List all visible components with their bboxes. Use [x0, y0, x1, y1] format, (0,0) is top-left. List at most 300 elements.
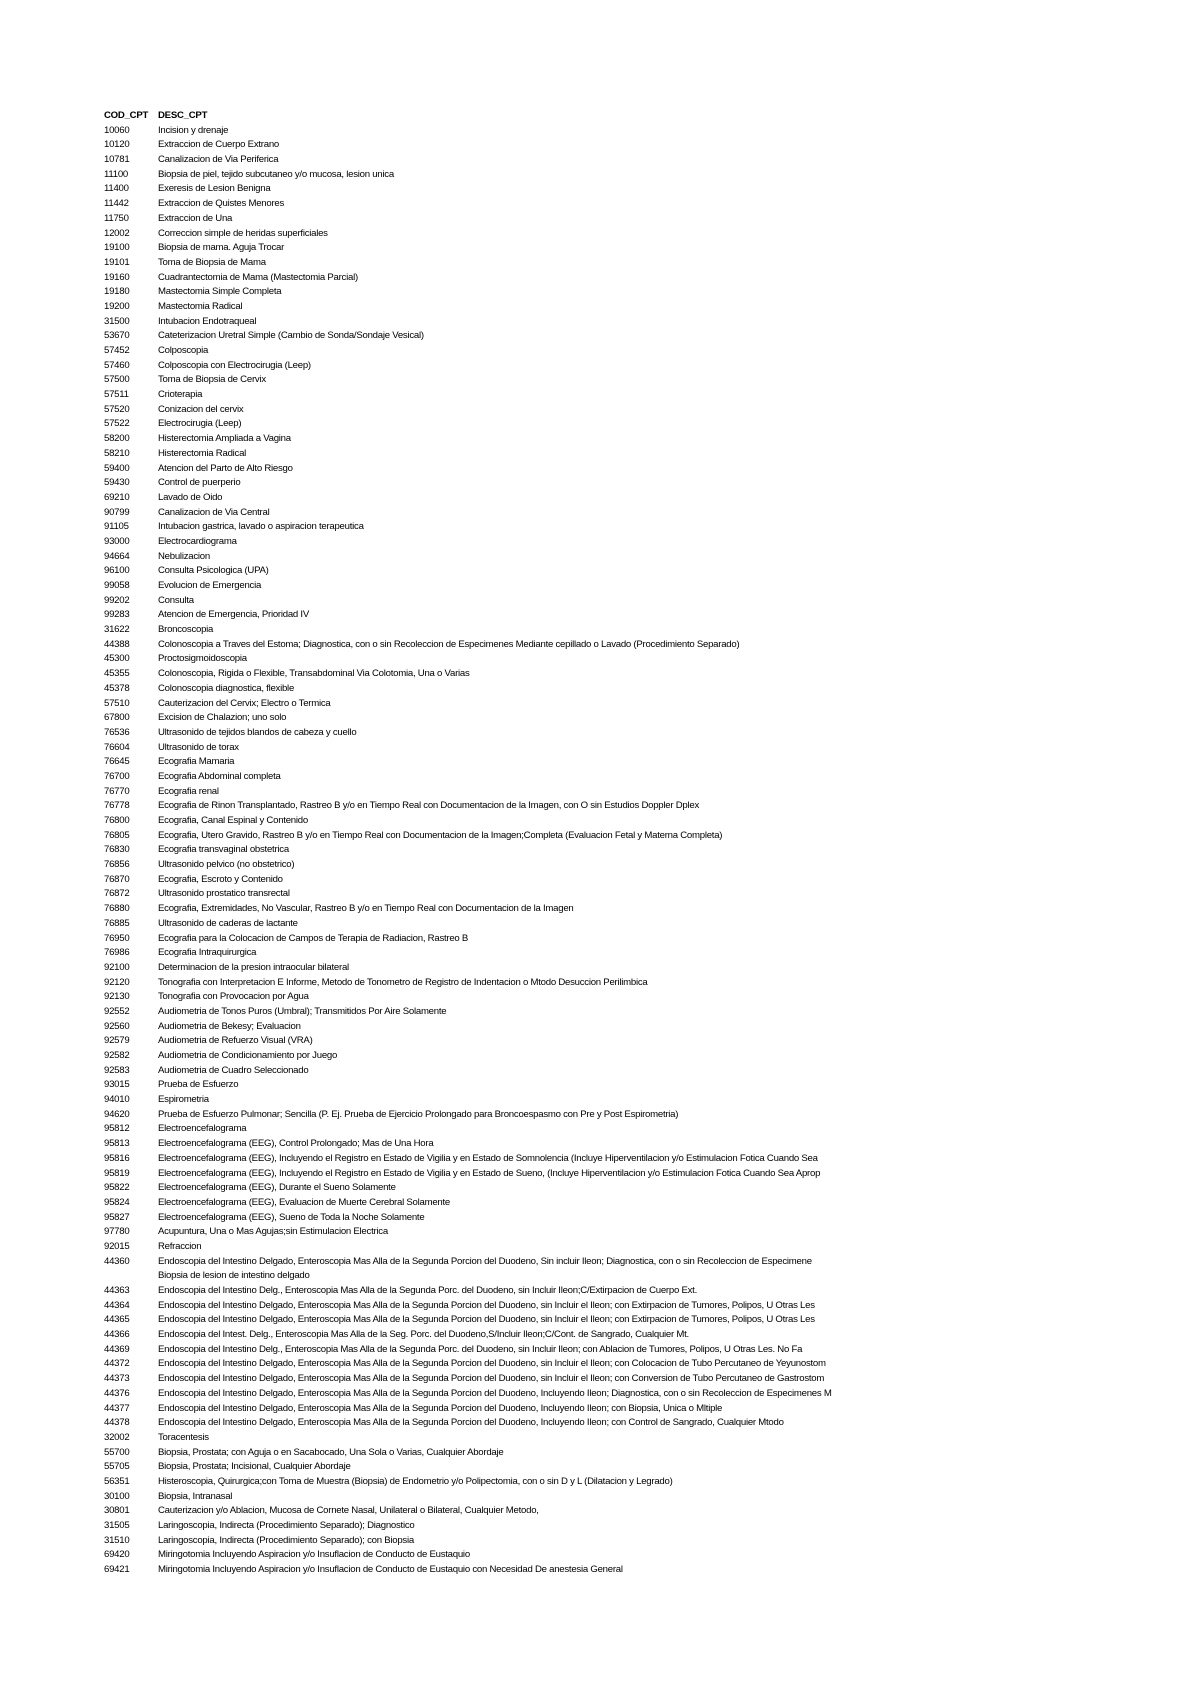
cpt-description: Biopsia, Intranasal [158, 1490, 233, 1502]
cpt-code: 76778 [104, 800, 130, 812]
table-row [104, 1167, 1164, 1182]
cpt-description: Exeresis de Lesion Benigna [158, 183, 271, 195]
cpt-code: 44373 [104, 1373, 130, 1385]
cpt-code: 57500 [104, 374, 130, 386]
cpt-code: 76880 [104, 903, 130, 915]
table-row [104, 535, 1164, 550]
cpt-code: 10781 [104, 154, 130, 166]
cpt-description: Colonoscopia, Rigida o Flexible, Transabdominal Via Colotomia, Una o Varias [158, 668, 470, 680]
cpt-description: Intubacion gastrica, lavado o aspiracion terapeutica [158, 521, 364, 533]
table-row [104, 1372, 1164, 1387]
cpt-code: 44376 [104, 1387, 130, 1399]
cpt-code: 57452 [104, 345, 130, 356]
cpt-description: Endoscopia del Intestino Delgado, Enteroscopia Mas Alla de la Segunda Porcion del Duodeno, sin Incluir el Ileon; con Extirpacion de Tumores, Polipos, U Otras Les [158, 1314, 815, 1326]
cpt-code: 95827 [104, 1211, 130, 1223]
cpt-description: Cauterizacion del Cervix; Electro o Termica [158, 697, 331, 709]
table-row [104, 1343, 1164, 1358]
cpt-code: 31500 [104, 315, 130, 327]
table-row [104, 594, 1164, 609]
cpt-description: Extraccion de Quistes Menores [158, 198, 285, 210]
cpt-description: Endoscopia del Intestino Delgado, Enteroscopia Mas Alla de la Segunda Porcion del Duodeno, sin Incluir el Ileon; con Colocacion de Tubo Percutaneo de Yeyunostom [158, 1358, 826, 1370]
cpt-code: 92560 [104, 1020, 130, 1032]
cpt-description: Canalizacion de Via Periferica [158, 154, 279, 166]
cpt-description: Endoscopia del Intestino Delgado, Enteroscopia Mas Alla de la Segunda Porcion del Duodeno, Sin incluir Ileon; Diagnostica, con o sin Recoleccion de Especimene [158, 1255, 812, 1267]
table-row [104, 667, 1164, 682]
table-row [104, 344, 1164, 359]
cpt-description: Electrocardiograma [158, 535, 237, 547]
cpt-code: 94620 [104, 1108, 130, 1120]
cpt-description: Mastectomia Simple Completa [158, 286, 282, 298]
cpt-description: Crioterapia [158, 389, 203, 401]
cpt-description: Tonografia con Interpretacion E Informe, Metodo de Tonometro de Registro de Indentacion o Mtodo Desuccion Perilimbica [158, 976, 648, 988]
cpt-description: Nebulizacion [158, 550, 210, 562]
cpt-code: 76986 [104, 947, 130, 959]
cpt-description: Miringotomia Incluyendo Aspiracion y/o Insuflacion de Conducto de Eustaquio con Necesidad De anestesia General [158, 1564, 623, 1576]
column-header-description: DESC_CPT [158, 110, 208, 121]
table-row [104, 271, 1164, 286]
cpt-description: Canalizacion de Via Central [158, 506, 270, 518]
cpt-description: Conizacion del cervix [158, 403, 244, 415]
table-row [104, 1049, 1164, 1064]
table-row [104, 359, 1164, 374]
table-row [104, 976, 1164, 991]
cpt-description: Electroencefalograma (EEG), Incluyendo el Registro en Estado de Vigilia y en Estado de Sueno, (Incluye Hiperventilacion y/o Estimulacion Fotica Cuando Sea Aprop [158, 1167, 821, 1179]
table-row [104, 946, 1164, 961]
table-row [104, 711, 1164, 726]
table-row [104, 373, 1164, 388]
table-row [104, 506, 1164, 521]
cpt-code: 45378 [104, 682, 130, 694]
cpt-code: 10060 [104, 124, 130, 136]
table-row [104, 1490, 1164, 1505]
cpt-description: Colposcopia [158, 345, 209, 356]
cpt-code: 99058 [104, 580, 130, 591]
cpt-code: 96100 [104, 565, 130, 577]
cpt-description: Intubacion Endotraqueal [158, 315, 257, 327]
table-row [104, 1519, 1164, 1534]
table-row [104, 990, 1164, 1005]
cpt-description: Audiometria de Tonos Puros (Umbral); Transmitidos Por Aire Solamente [158, 1005, 447, 1017]
table-row [104, 1122, 1164, 1137]
cpt-description: Cauterizacion y/o Ablacion, Mucosa de Cornete Nasal, Unilateral o Bilateral, Cualquier Metodo, [158, 1505, 539, 1517]
table-row [104, 417, 1164, 432]
cpt-code: 76830 [104, 844, 130, 856]
table-row [104, 697, 1164, 712]
table-row [104, 1225, 1164, 1240]
table-row [104, 241, 1164, 256]
cpt-description: Endoscopia del Intestino Delgado, Enteroscopia Mas Alla de la Segunda Porcion del Duodeno, Incluyendo Ileon; Diagnostica, con o sin Recoleccion de Especimenes M [158, 1387, 832, 1399]
table-row [104, 1387, 1164, 1402]
table-row [104, 329, 1164, 344]
table-row [104, 153, 1164, 168]
cpt-description: Atencion del Parto de Alto Riesgo [158, 462, 293, 474]
cpt-code: 92582 [104, 1050, 130, 1061]
cpt-code: 94664 [104, 550, 130, 562]
cpt-code: 57511 [104, 389, 129, 401]
table-row [104, 843, 1164, 858]
cpt-code: 58210 [104, 447, 130, 459]
column-header-code: COD_CPT [104, 110, 149, 121]
cpt-description: Audiometria de Cuadro Seleccionado [158, 1064, 309, 1076]
cpt-description: Tonografia con Provocacion por Agua [158, 991, 309, 1003]
cpt-description: Excision de Chalazion; uno solo [158, 712, 287, 724]
table-row [104, 476, 1164, 491]
table-row [104, 1269, 1164, 1284]
table-row [104, 1416, 1164, 1431]
table-row [104, 887, 1164, 902]
cpt-description: Endoscopia del Intest. Delg., Enteroscopia Mas Alla de la Seg. Porc. del Duodeno,S/Incluir Ileon;C/Cont. de Sangrado, Cualquier Mt. [158, 1329, 689, 1341]
table-row [104, 608, 1164, 623]
cpt-description: Electroencefalograma (EEG), Sueno de Toda la Noche Solamente [158, 1211, 425, 1223]
cpt-code: 92583 [104, 1064, 130, 1076]
cpt-code: 44360 [104, 1255, 130, 1267]
cpt-code: 11750 [104, 212, 129, 224]
table-row [104, 520, 1164, 535]
cpt-code: 76885 [104, 917, 130, 929]
cpt-description: Extraccion de Cuerpo Extrano [158, 139, 279, 151]
cpt-code: 19100 [104, 242, 130, 254]
cpt-code: 44388 [104, 638, 130, 650]
cpt-code: 57460 [104, 359, 130, 371]
cpt-code: 76870 [104, 873, 130, 885]
cpt-code: 95819 [104, 1167, 130, 1179]
cpt-code: 19101 [104, 256, 130, 268]
cpt-code: 90799 [104, 506, 130, 518]
table-row [104, 652, 1164, 667]
cpt-description: Biopsia de lesion de intestino delgado [158, 1270, 310, 1282]
table-row [104, 182, 1164, 197]
cpt-code: 11442 [104, 198, 129, 210]
cpt-code: 92100 [104, 961, 130, 973]
table-row [104, 1240, 1164, 1255]
table-row [104, 1313, 1164, 1328]
cpt-code: 91105 [104, 521, 129, 533]
cpt-description: Miringotomia Incluyendo Aspiracion y/o Insuflacion de Conducto de Eustaquio [158, 1549, 470, 1561]
cpt-description: Ecografia transvaginal obstetrica [158, 844, 289, 856]
cpt-code: 76645 [104, 756, 130, 768]
cpt-code: 92552 [104, 1005, 130, 1017]
table-row [104, 462, 1164, 477]
cpt-code: 92579 [104, 1035, 130, 1047]
cpt-description: Incision y drenaje [158, 124, 229, 136]
table-row [104, 212, 1164, 227]
table-row [104, 1020, 1164, 1035]
table-row [104, 256, 1164, 271]
cpt-description: Endoscopia del Intestino Delgado, Enteroscopia Mas Alla de la Segunda Porcion del Duodeno, Incluyendo Ileon; con Biopsia, Unica o Mltiple [158, 1402, 723, 1414]
table-row [104, 755, 1164, 770]
table-row [104, 638, 1164, 653]
cpt-description: Histeroscopia, Quirurgica;con Toma de Muestra (Biopsia) de Endometrio y/o Polipectomia, con o sin D y L (Dilatacion y Legrado) [158, 1475, 673, 1487]
cpt-description: Proctosigmoidoscopia [158, 653, 247, 665]
cpt-description: Electroencefalograma [158, 1123, 247, 1135]
column-header-row [104, 109, 1164, 124]
cpt-description: Ecografia para la Colocacion de Campos de Terapia de Radiacion, Rastreo B [158, 932, 469, 944]
cpt-code: 11100 [104, 168, 129, 180]
table-row [104, 741, 1164, 756]
cpt-description: Consulta Psicologica (UPA) [158, 565, 269, 577]
cpt-description: Acupuntura, Una o Mas Agujas;sin Estimulacion Electrica [158, 1226, 388, 1238]
cpt-description: Ecografia renal [158, 785, 219, 797]
table-row [104, 1196, 1164, 1211]
cpt-code: 95824 [104, 1196, 130, 1208]
table-row [104, 1005, 1164, 1020]
cpt-description: Ecografia, Canal Espinal y Contenido [158, 815, 308, 826]
cpt-description: Audiometria de Refuerzo Visual (VRA) [158, 1035, 313, 1047]
cpt-description: Endoscopia del Intestino Delgado, Enteroscopia Mas Alla de la Segunda Porcion del Duodeno, sin Incluir el Ileon; con Conversion de Tubo Percutaneo de Gastrostom [158, 1373, 825, 1385]
cpt-description: Espirometria [158, 1094, 209, 1106]
table-row [104, 579, 1164, 594]
table-row [104, 1563, 1164, 1578]
cpt-code: 76800 [104, 815, 130, 826]
cpt-code: 76872 [104, 888, 130, 900]
cpt-description: Ecografia Abdominal completa [158, 770, 281, 782]
table-row [104, 388, 1164, 403]
table-row [104, 770, 1164, 785]
cpt-code: 19200 [104, 300, 130, 312]
cpt-code: 30100 [104, 1490, 130, 1502]
cpt-description: Ultrasonido de torax [158, 741, 239, 753]
table-row [104, 1475, 1164, 1490]
cpt-description: Broncoscopia [158, 624, 214, 636]
table-row [104, 564, 1164, 579]
cpt-code: 19160 [104, 271, 130, 283]
table-row [104, 799, 1164, 814]
cpt-code: 44377 [104, 1402, 130, 1414]
cpt-description: Ecografia, Escroto y Contenido [158, 873, 283, 885]
table-row [104, 1504, 1164, 1519]
cpt-description: Toma de Biopsia de Cervix [158, 374, 266, 386]
cpt-code: 95816 [104, 1152, 130, 1164]
cpt-code: 19180 [104, 286, 130, 298]
cpt-code: 99283 [104, 609, 130, 621]
cpt-code: 44369 [104, 1343, 130, 1355]
cpt-code: 69421 [104, 1564, 130, 1576]
table-row [104, 1548, 1164, 1563]
table-row [104, 1211, 1164, 1226]
cpt-code: 45300 [104, 653, 130, 665]
cpt-code: 57510 [104, 697, 130, 709]
cpt-description: Colonoscopia a Traves del Estoma; Diagnostica, con o sin Recoleccion de Especimenes Mediante cepillado o Lavado (Procedimiento Separado) [158, 638, 740, 650]
cpt-description: Histerectomia Radical [158, 447, 247, 459]
cpt-description: Determinacion de la presion intraocular bilateral [158, 961, 349, 973]
table-row [104, 814, 1164, 829]
cpt-code: 31505 [104, 1520, 130, 1531]
cpt-description: Histerectomia Ampliada a Vagina [158, 433, 291, 445]
table-row [104, 829, 1164, 844]
cpt-description: Laringoscopia, Indirecta (Procedimiento Separado); Diagnostico [158, 1520, 415, 1531]
cpt-code: 93015 [104, 1079, 130, 1091]
cpt-code: 59430 [104, 477, 130, 489]
table-row [104, 197, 1164, 212]
table-row [104, 873, 1164, 888]
table-row [104, 1299, 1164, 1314]
cpt-code: 76700 [104, 770, 130, 782]
cpt-code: 31510 [104, 1534, 130, 1546]
table-row [104, 491, 1164, 506]
cpt-description: Endoscopia del Intestino Delgado, Enteroscopia Mas Alla de la Segunda Porcion del Duodeno, sin Incluir el Ileon; con Extirpacion de Tumores, Polipos, U Otras Les [158, 1299, 815, 1311]
cpt-code: 69420 [104, 1549, 130, 1561]
cpt-code: 56351 [104, 1475, 130, 1487]
cpt-description: Colposcopia con Electrocirugia (Leep) [158, 359, 311, 371]
table-row [104, 447, 1164, 462]
cpt-description: Laringoscopia, Indirecta (Procedimiento Separado); con Biopsia [158, 1534, 414, 1546]
cpt-code: 55700 [104, 1446, 130, 1458]
cpt-description: Endoscopia del Intestino Delg., Enteroscopia Mas Alla de la Segunda Porc. del Duodeno, sin Incluir Ileon;C/Extirpacion de Cuerpo Ext. [158, 1285, 697, 1296]
cpt-description: Ultrasonido prostatico transrectal [158, 888, 290, 900]
cpt-description: Endoscopia del Intestino Delgado, Enteroscopia Mas Alla de la Segunda Porcion del Duodeno, Incluyendo Ileon; con Control de Sangrado, Cualquier Mtodo [158, 1417, 784, 1429]
cpt-code: 44366 [104, 1329, 130, 1341]
cpt-description: Biopsia de mama. Aguja Trocar [158, 242, 285, 254]
cpt-code: 59400 [104, 462, 130, 474]
cpt-code: 76604 [104, 741, 130, 753]
cpt-code: 95813 [104, 1138, 130, 1150]
table-row [104, 138, 1164, 153]
cpt-description: Ecografia de Rinon Transplantado, Rastreo B y/o en Tiempo Real con Documentacion de la Imagen, con O sin Estudios Doppler Dplex [158, 800, 699, 812]
table-row [104, 227, 1164, 242]
cpt-description: Ecografia Mamaria [158, 756, 235, 768]
cpt-description: Biopsia, Prostata; con Aguja o en Sacabocado, Una Sola o Varias, Cualquier Abordaje [158, 1446, 504, 1458]
cpt-code: 94010 [104, 1094, 130, 1106]
cpt-description: Mastectomia Radical [158, 300, 243, 312]
cpt-description: Biopsia de piel, tejido subcutaneo y/o mucosa, lesion unica [158, 168, 394, 180]
cpt-description: Audiometria de Condicionamiento por Juego [158, 1050, 338, 1061]
cpt-code: 76950 [104, 932, 130, 944]
cpt-code: 44365 [104, 1314, 130, 1326]
cpt-description: Prueba de Esfuerzo Pulmonar; Sencilla (P. Ej. Prueba de Ejercicio Prolongado para Broncoespasmo con Pre y Post Espirometria) [158, 1108, 679, 1120]
table-row [104, 623, 1164, 638]
code-rows [104, 124, 1164, 1578]
cpt-description: Electroencefalograma (EEG), Durante el Sueno Solamente [158, 1182, 396, 1194]
cpt-code: 57520 [104, 403, 130, 415]
table-row [104, 1108, 1164, 1123]
cpt-description: Lavado de Oido [158, 491, 223, 503]
table-row [104, 932, 1164, 947]
cpt-code: 10120 [104, 139, 130, 151]
table-row [104, 902, 1164, 917]
cpt-code: 92130 [104, 991, 130, 1003]
cpt-code [104, 1269, 158, 1284]
cpt-code: 76805 [104, 829, 130, 841]
table-row [104, 124, 1164, 139]
cpt-code: 92120 [104, 976, 130, 988]
cpt-description: Consulta [158, 594, 194, 606]
cpt-description: Toma de Biopsia de Mama [158, 256, 266, 268]
table-row [104, 785, 1164, 800]
cpt-code: 53670 [104, 330, 130, 342]
table-row [104, 432, 1164, 447]
table-row [104, 858, 1164, 873]
cpt-code: 95822 [104, 1182, 130, 1194]
cpt-description: Evolucion de Emergencia [158, 580, 262, 591]
cpt-description: Electrocirugia (Leep) [158, 418, 242, 430]
table-row [104, 300, 1164, 315]
cpt-description: Atencion de Emergencia, Prioridad IV [158, 609, 309, 621]
cpt-code: 44372 [104, 1358, 130, 1370]
cpt-code: 55705 [104, 1461, 130, 1473]
table-row [104, 550, 1164, 565]
table-row [104, 1064, 1164, 1079]
table-row [104, 1137, 1164, 1152]
cpt-description: Colonoscopia diagnostica, flexible [158, 682, 295, 694]
cpt-description: Electroencefalograma (EEG), Evaluacion de Muerte Cerebral Solamente [158, 1196, 451, 1208]
table-row [104, 315, 1164, 330]
table-row [104, 1093, 1164, 1108]
table-row [104, 168, 1164, 183]
cpt-description: Biopsia, Prostata; Incisional, Cualquier Abordaje [158, 1461, 351, 1473]
table-row [104, 917, 1164, 932]
cpt-code: 92015 [104, 1240, 130, 1252]
cpt-code: 76770 [104, 785, 130, 797]
cpt-description: Extraccion de Una [158, 212, 233, 224]
table-row [104, 1402, 1164, 1417]
cpt-code: 11400 [104, 183, 129, 195]
table-row [104, 1284, 1164, 1299]
cpt-code: 99202 [104, 594, 130, 606]
cpt-description: Ultrasonido pelvico (no obstetrico) [158, 859, 295, 871]
cpt-description: Electroencefalograma (EEG), Control Prolongado; Mas de Una Hora [158, 1138, 434, 1150]
cpt-description: Audiometria de Bekesy; Evaluacion [158, 1020, 301, 1032]
cpt-code: 69210 [104, 491, 130, 503]
cpt-description: Refraccion [158, 1240, 202, 1252]
table-row [104, 403, 1164, 418]
cpt-code: 67800 [104, 712, 130, 724]
cpt-description: Ecografia, Extremidades, No Vascular, Rastreo B y/o en Tiempo Real con Documentacion de la Imagen [158, 903, 574, 915]
cpt-code: 12002 [104, 227, 130, 239]
cpt-description: Correccion simple de heridas superficiales [158, 227, 328, 239]
cpt-description: Ultrasonido de tejidos blandos de cabeza y cuello [158, 726, 357, 738]
cpt-description: Ecografia Intraquirurgica [158, 947, 257, 959]
table-row [104, 1034, 1164, 1049]
table-row [104, 1152, 1164, 1167]
table-row [104, 1357, 1164, 1372]
table-row [104, 726, 1164, 741]
cpt-code: 32002 [104, 1431, 130, 1443]
table-row [104, 682, 1164, 697]
cpt-code: 44363 [104, 1285, 130, 1296]
cpt-description: Control de puerperio [158, 477, 241, 489]
table-row [104, 1446, 1164, 1461]
table-row [104, 1534, 1164, 1549]
cpt-description: Prueba de Esfuerzo [158, 1079, 239, 1091]
table-row [104, 1460, 1164, 1475]
cpt-description: Cateterizacion Uretral Simple (Cambio de Sonda/Sondaje Vesical) [158, 330, 424, 342]
cpt-code: 44378 [104, 1417, 130, 1429]
cpt-code: 93000 [104, 535, 130, 547]
cpt-description: Ultrasonido de caderas de lactante [158, 917, 298, 929]
cpt-code: 76856 [104, 859, 130, 871]
cpt-description: Electroencefalograma (EEG), Incluyendo el Registro en Estado de Vigilia y en Estado de Somnolencia (Incluye Hiperventilacion y/o Estimulacion Fotica Cuando Sea [158, 1152, 818, 1164]
table-row [104, 1431, 1164, 1446]
cpt-code: 45355 [104, 668, 130, 680]
table-row [104, 961, 1164, 976]
cpt-code: 31622 [104, 624, 130, 636]
cpt-code: 44364 [104, 1299, 130, 1311]
cpt-description: Cuadrantectomia de Mama (Mastectomia Parcial) [158, 271, 358, 283]
cpt-code-sheet [104, 109, 1164, 1578]
cpt-description: Toracentesis [158, 1431, 209, 1443]
cpt-code: 30801 [104, 1505, 130, 1517]
cpt-code: 57522 [104, 418, 130, 430]
cpt-description: Ecografia, Utero Gravido, Rastreo B y/o en Tiempo Real con Documentacion de la Imagen;Completa (Evaluacion Fetal y Materna Completa) [158, 829, 723, 841]
cpt-code: 58200 [104, 433, 130, 445]
cpt-code: 97780 [104, 1226, 130, 1238]
table-row [104, 1078, 1164, 1093]
table-row [104, 1181, 1164, 1196]
cpt-code: 95812 [104, 1123, 130, 1135]
table-row [104, 1328, 1164, 1343]
table-row [104, 1255, 1164, 1270]
cpt-description: Endoscopia del Intestino Delg., Enteroscopia Mas Alla de la Segunda Porc. del Duodeno, sin Incluir Ileon; con Ablacion de Tumores, Polipos, U Otras Les. No Fa [158, 1343, 803, 1355]
